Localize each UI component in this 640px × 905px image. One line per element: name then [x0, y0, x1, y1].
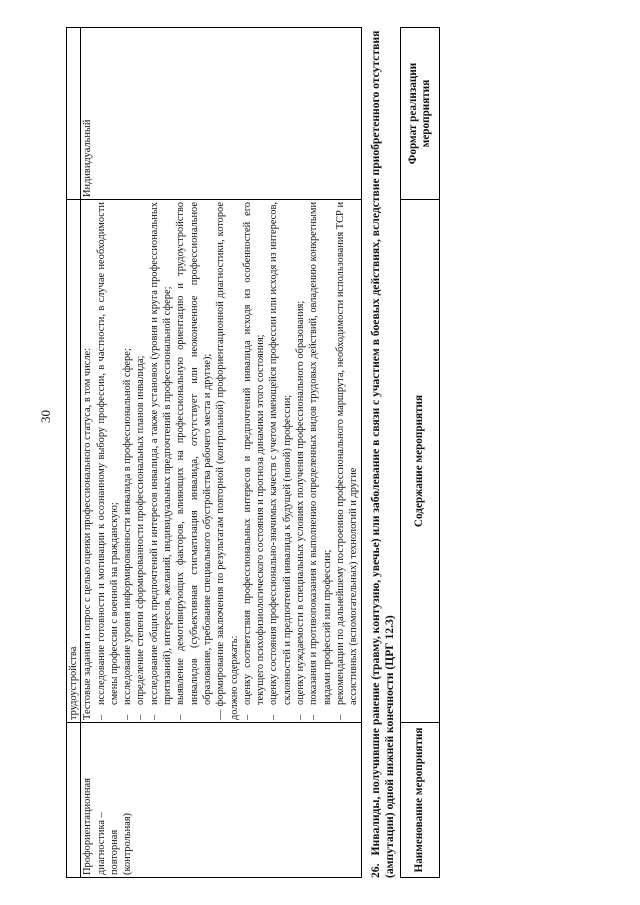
- measure-name-cell: [81, 723, 361, 878]
- rotated-page-content: [66, 28, 602, 878]
- page-number: 30: [38, 410, 53, 423]
- list-item: – показания и противопоказания к выполнению определенных видов трудовых действий, овладению конкретными видами профессий или профессии;: [308, 202, 333, 720]
- list-item: – оценку соответствия профессиональных интересов и предпочтений инвалида исходя из особенностей его текущего психофизиологического состояния и прогноза динамики этого состояния;: [241, 202, 267, 720]
- measures-table: [66, 27, 362, 878]
- top-row-cell: трудоустройства: [67, 200, 81, 723]
- measure-name-line: диагностика –: [95, 812, 107, 875]
- table-row: [81, 28, 361, 878]
- list-item: – исследование уровня информированности инвалида в профессиональной сфере;: [122, 348, 134, 720]
- list-item: – выявление демотивирующих факторов, влияющих на профессиональную ориентацию и трудоустройство инвалидов (субъективная стигматизация инвалида, отсутствует или неоконченное профессиональное образование, требование специального обустройства рабочего места и другие);: [175, 202, 213, 720]
- list-item: – рекомендации по дальнейшему построению профессионального маршрута, необходимости использования ТСР и ассистивных (вспомогательных) технологий и другие: [334, 202, 360, 720]
- list-item: – оценку состояния профессионально-значимых качеств с учетом имеющейся профессии или исходя из интересов, склонностей и предпочтений инвалида к будущей (новой) профессии;: [268, 202, 293, 720]
- next-table-header: [400, 27, 440, 878]
- empty-cell: [67, 28, 81, 200]
- content-intro: Тестовые задания и опрос с целью оценки профессионального статуса, в том числе:: [82, 347, 94, 720]
- list-item: – определение степени сформированности профессиональных планов инвалида;: [135, 355, 147, 720]
- header-content: Содержание мероприятия: [400, 200, 439, 723]
- header-name: Наименование мероприятия: [400, 723, 439, 878]
- list-item: – оценку нуждаемости в специальных условиях получения профессионального образования;: [295, 300, 307, 720]
- section-title: Инвалиды, получившие ранение (травму, контузию, увечье) или заболевание в связи с участием в боевых действиях, вследствие приобретенного отсутствия (ампутации) одной нижней конечности (ЦРГ 12.3): [368, 30, 396, 878]
- empty-cell: [67, 723, 81, 878]
- list-item: – исследование готовности и мотивации к осознанному выбору профессии, в частности, в случае необходимости смены профессии с военной на гражданскую;: [95, 202, 120, 720]
- measure-name-line: повторная: [108, 829, 120, 875]
- table-header-row: [400, 28, 439, 878]
- list-item: – исследование общих предпочтений и интересов инвалида, а также установок (уровня и круга профессиональных притязаний), интересов, желаний, индивидуальных предпочтений в профессиональной сфере;: [148, 202, 174, 720]
- measure-format-cell: Индивидуальный: [81, 28, 361, 200]
- measure-content-cell: [81, 200, 361, 723]
- table-row: [67, 28, 81, 878]
- measure-name-line: Профориентационная: [82, 778, 94, 875]
- section-heading: [369, 28, 397, 878]
- measure-name-line: (контрольная): [122, 813, 134, 875]
- section-number: 26.: [368, 863, 382, 878]
- header-format: Формат реализации мероприятия: [400, 28, 439, 200]
- content-conclusion: — формирование заключения по результатам повторной (контрольной) профориентационной диагностики, которое должно содержать:: [215, 202, 240, 720]
